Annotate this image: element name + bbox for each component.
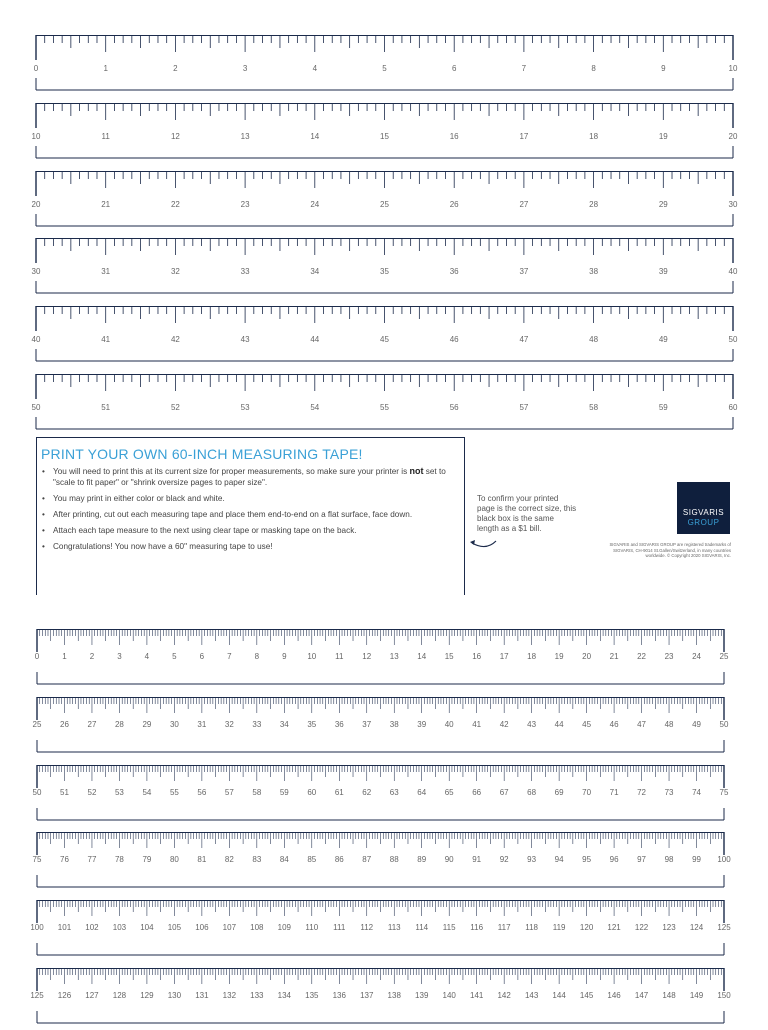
- sigvaris-logo: [677, 482, 730, 534]
- instruction-item: • Congratulations! You now have a 60" measuring tape to use!: [41, 541, 461, 552]
- tape-number-label: 136: [332, 991, 346, 1000]
- tape-number-label: 19: [554, 652, 564, 661]
- tape-number-label: 30: [169, 719, 179, 729]
- tape-number-label: 53: [114, 787, 124, 797]
- tape-number-label: 5: [382, 64, 387, 73]
- tape-number-label: 60: [728, 403, 738, 412]
- tape-number-label: 67: [499, 787, 509, 797]
- inch-tape: [0, 374, 768, 436]
- tape-number-label: 51: [60, 787, 69, 797]
- tape-number-label: 24: [692, 652, 701, 661]
- tape-number-label: 93: [527, 855, 537, 865]
- tape-number-label: 128: [112, 991, 127, 1000]
- tape-number-label: 18: [527, 652, 537, 661]
- tape-number-label: 79: [142, 855, 152, 865]
- tape-number-label: 63: [389, 787, 399, 797]
- tape-number-label: 30: [31, 267, 41, 277]
- tape-number-label: 12: [362, 652, 372, 661]
- curved-arrow-icon: [468, 535, 498, 551]
- instructions-box: [36, 437, 465, 595]
- tape-number-label: 103: [112, 923, 127, 933]
- tape-number-label: 41: [472, 719, 482, 729]
- tape-number-label: 0: [34, 652, 40, 661]
- tape-number-label: 97: [637, 855, 646, 865]
- tape-number-label: 46: [449, 335, 459, 345]
- inch-tape: [0, 103, 768, 165]
- tape-number-label: 50: [32, 787, 42, 797]
- tape-number-label: 115: [442, 923, 456, 933]
- tape-number-label: 138: [387, 991, 401, 1000]
- tape-number-label: 41: [101, 335, 111, 345]
- cm-tape: [0, 629, 768, 691]
- tape-number-label: 126: [57, 991, 72, 1000]
- tape-number-label: 75: [719, 787, 729, 797]
- tape-number-label: 127: [85, 991, 99, 1000]
- tape-number-label: 144: [552, 991, 566, 1000]
- tape-number-label: 149: [689, 991, 704, 1000]
- tape-number-label: 39: [417, 719, 427, 729]
- tape-number-label: 114: [415, 923, 429, 933]
- tape-number-label: 22: [637, 652, 646, 661]
- tape-number-label: 87: [362, 855, 372, 865]
- tape-number-label: 52: [170, 403, 180, 412]
- tape-number-label: 148: [662, 991, 676, 1000]
- tape-number-label: 125: [717, 923, 731, 933]
- tape-number-label: 117: [497, 923, 511, 933]
- tape-number-label: 98: [664, 855, 674, 865]
- tape-number-label: 83: [252, 855, 262, 865]
- tape-number-label: 35: [307, 719, 317, 729]
- tape-number-label: 131: [195, 991, 209, 1000]
- tape-number-label: 1: [103, 64, 108, 73]
- tape-number-label: 25: [32, 719, 42, 729]
- tape-number-label: 42: [170, 335, 180, 345]
- cm-tape: [0, 900, 768, 962]
- tape-number-label: 77: [87, 855, 97, 865]
- tape-number-label: 33: [240, 267, 250, 277]
- tape-number-label: 66: [472, 787, 482, 797]
- tape-number-label: 54: [310, 403, 320, 412]
- tape-number-label: 132: [222, 991, 237, 1000]
- tape-number-label: 9: [282, 652, 287, 661]
- instructions-list: [41, 466, 461, 557]
- logo-line-1: SIGVARIS: [682, 508, 725, 517]
- tape-number-label: 59: [658, 403, 668, 412]
- tape-number-label: 15: [380, 131, 389, 141]
- tape-number-label: 27: [87, 719, 97, 729]
- tape-number-label: 48: [589, 335, 599, 345]
- tape-number-label: 8: [254, 652, 260, 661]
- tape-number-label: 133: [250, 991, 264, 1000]
- tape-number-label: 45: [380, 335, 389, 345]
- tape-number-label: 9: [661, 64, 666, 73]
- tape-number-label: 37: [362, 719, 372, 729]
- inch-tape: [0, 171, 768, 233]
- tape-number-label: 1: [62, 652, 67, 661]
- tape-number-label: 56: [197, 787, 207, 797]
- instruction-item: • Attach each tape measure to the next using clear tape or masking tape on the back.: [41, 525, 461, 536]
- tape-number-label: 21: [609, 652, 619, 661]
- tape-number-label: 106: [195, 923, 209, 933]
- tape-number-label: 150: [717, 991, 731, 1000]
- inch-tape: [0, 35, 768, 97]
- tape-number-label: 29: [142, 719, 152, 729]
- tape-number-label: 105: [167, 923, 182, 933]
- tape-number-label: 31: [197, 719, 207, 729]
- instruction-item: • You may print in either color or black and white.: [41, 493, 461, 504]
- tape-number-label: 8: [591, 64, 596, 73]
- tape-number-label: 37: [519, 267, 529, 277]
- tape-number-label: 2: [173, 64, 178, 73]
- tape-number-label: 26: [60, 719, 69, 729]
- tape-number-label: 46: [609, 719, 619, 729]
- tape-number-label: 86: [334, 855, 344, 865]
- tape-number-label: 90: [444, 855, 454, 865]
- tape-number-label: 60: [307, 787, 317, 797]
- tape-number-label: 6: [199, 652, 205, 661]
- tape-number-label: 40: [728, 267, 738, 277]
- tape-number-label: 40: [31, 335, 41, 345]
- tape-number-label: 0: [33, 64, 39, 73]
- tape-number-label: 34: [310, 267, 320, 277]
- tape-number-label: 119: [552, 923, 566, 933]
- tape-number-label: 19: [658, 131, 668, 141]
- tape-number-label: 147: [634, 991, 649, 1000]
- tape-number-label: 47: [637, 719, 646, 729]
- instructions-title: PRINT YOUR OWN 60-INCH MEASURING TAPE!: [41, 446, 363, 462]
- tape-number-label: 101: [57, 923, 72, 933]
- tape-number-label: 73: [664, 787, 674, 797]
- tape-number-label: 14: [310, 131, 320, 141]
- tape-number-label: 25: [719, 652, 729, 661]
- cm-tape: [0, 968, 768, 1030]
- tape-number-label: 130: [167, 991, 182, 1000]
- tape-number-label: 78: [114, 855, 124, 865]
- legal-notice: SIGVARIS and SIGVARIS GROUP are registered trademarks of SIGVARIS, CH-9014 St.Gallen/Switzerland, in many countries worldwide. © Copyright 2020 SIGVARIS, Inc.: [609, 542, 731, 558]
- tape-number-label: 17: [499, 652, 509, 661]
- tape-number-label: 50: [728, 335, 738, 345]
- tape-number-label: 42: [499, 719, 509, 729]
- tape-number-label: 16: [472, 652, 482, 661]
- tape-number-label: 55: [169, 787, 179, 797]
- tape-number-label: 45: [582, 719, 592, 729]
- tape-number-label: 3: [117, 652, 122, 661]
- tape-number-label: 108: [250, 923, 264, 933]
- inch-tape: [0, 306, 768, 368]
- tape-number-label: 100: [30, 923, 44, 933]
- tape-number-label: 44: [310, 335, 320, 345]
- tape-number-label: 13: [240, 131, 250, 141]
- tape-number-label: 43: [527, 719, 537, 729]
- tape-number-label: 33: [252, 719, 262, 729]
- tape-number-label: 94: [554, 855, 564, 865]
- tape-number-label: 69: [554, 787, 564, 797]
- tape-number-label: 102: [85, 923, 99, 933]
- tape-number-label: 4: [312, 64, 318, 73]
- tape-number-label: 134: [277, 991, 291, 1000]
- tape-number-label: 80: [169, 855, 179, 865]
- tape-number-label: 142: [497, 991, 511, 1000]
- tape-number-label: 50: [31, 403, 41, 412]
- tape-number-label: 20: [31, 199, 41, 209]
- tape-number-label: 95: [582, 855, 592, 865]
- tape-number-label: 17: [519, 131, 529, 141]
- tape-number-label: 26: [449, 199, 459, 209]
- tape-number-label: 135: [305, 991, 319, 1000]
- instruction-item: • You will need to print this at its current size for proper measurements, so make sure your printer is not set to "scale to fit paper" or "shrink oversize pages to paper size".: [41, 466, 461, 488]
- tape-number-label: 118: [525, 923, 539, 933]
- tape-number-label: 76: [60, 855, 69, 865]
- tape-number-label: 137: [360, 991, 374, 1000]
- tape-number-label: 36: [334, 719, 344, 729]
- cm-tape: [0, 697, 768, 759]
- tape-number-label: 57: [519, 403, 529, 412]
- tape-number-label: 146: [607, 991, 621, 1000]
- instruction-item: • After printing, cut out each measuring tape and place them end-to-end on a flat surface, face down.: [41, 509, 461, 520]
- tape-number-label: 48: [664, 719, 674, 729]
- tape-number-label: 28: [589, 199, 599, 209]
- tape-number-label: 12: [170, 131, 180, 141]
- tape-number-label: 32: [224, 719, 234, 729]
- tape-number-label: 43: [240, 335, 250, 345]
- tape-number-label: 21: [101, 199, 111, 209]
- tape-number-label: 23: [240, 199, 250, 209]
- tape-number-label: 38: [589, 267, 599, 277]
- tape-number-label: 56: [449, 403, 459, 412]
- tape-number-label: 107: [222, 923, 237, 933]
- tape-number-label: 22: [170, 199, 180, 209]
- tape-number-label: 116: [470, 923, 484, 933]
- tape-number-label: 29: [658, 199, 668, 209]
- tape-number-label: 112: [360, 923, 374, 933]
- tape-number-label: 49: [658, 335, 668, 345]
- tape-number-label: 68: [527, 787, 537, 797]
- tape-number-label: 122: [634, 923, 649, 933]
- tape-number-label: 74: [692, 787, 701, 797]
- tape-number-label: 13: [389, 652, 399, 661]
- tape-ruler-graphic: [0, 629, 768, 691]
- tape-number-label: 16: [449, 131, 459, 141]
- tape-number-label: 70: [582, 787, 592, 797]
- tape-number-label: 2: [89, 652, 95, 661]
- tape-number-label: 145: [579, 991, 594, 1000]
- tape-number-label: 58: [252, 787, 262, 797]
- tape-number-label: 100: [717, 855, 731, 865]
- tape-number-label: 129: [140, 991, 154, 1000]
- tape-number-label: 54: [142, 787, 152, 797]
- tape-number-label: 31: [101, 267, 111, 277]
- tape-number-label: 5: [172, 652, 177, 661]
- tape-number-label: 71: [609, 787, 619, 797]
- tape-number-label: 10: [31, 131, 41, 141]
- tape-number-label: 3: [242, 64, 248, 73]
- tape-number-label: 82: [224, 855, 234, 865]
- tape-number-label: 89: [417, 855, 427, 865]
- tape-number-label: 47: [519, 335, 529, 345]
- tape-number-label: 14: [417, 652, 427, 661]
- tape-number-label: 143: [524, 991, 539, 1000]
- tape-number-label: 75: [32, 855, 42, 865]
- tape-number-label: 23: [664, 652, 674, 661]
- tape-number-label: 96: [609, 855, 619, 865]
- tape-number-label: 40: [444, 719, 454, 729]
- tape-number-label: 139: [415, 991, 429, 1000]
- tape-number-label: 58: [589, 403, 599, 412]
- tape-number-label: 32: [170, 267, 180, 277]
- tape-number-label: 18: [589, 131, 599, 141]
- size-confirm-note: To confirm your printed page is the correct size, this black box is the same length as a $1 bill.: [477, 494, 577, 533]
- tape-number-label: 64: [417, 787, 427, 797]
- tape-number-label: 110: [305, 923, 319, 933]
- tape-number-label: 36: [449, 267, 459, 277]
- tape-number-label: 123: [662, 923, 676, 933]
- tape-number-label: 141: [469, 991, 484, 1000]
- tape-number-label: 113: [387, 923, 401, 933]
- tape-number-label: 85: [307, 855, 317, 865]
- tape-number-label: 44: [554, 719, 564, 729]
- tape-number-label: 24: [310, 199, 320, 209]
- tape-number-label: 84: [279, 855, 289, 865]
- tape-number-label: 99: [692, 855, 701, 865]
- tape-number-label: 91: [472, 855, 482, 865]
- tape-number-label: 25: [380, 199, 389, 209]
- tape-number-label: 65: [444, 787, 454, 797]
- tape-number-label: 62: [362, 787, 372, 797]
- tape-number-label: 55: [380, 403, 389, 412]
- tape-number-label: 52: [87, 787, 97, 797]
- tape-number-label: 20: [728, 131, 738, 141]
- tape-number-label: 124: [689, 923, 704, 933]
- tape-number-label: 7: [227, 652, 232, 661]
- tape-number-label: 28: [114, 719, 124, 729]
- tape-number-label: 59: [279, 787, 289, 797]
- tape-number-label: 38: [389, 719, 399, 729]
- tape-number-label: 72: [637, 787, 646, 797]
- tape-number-label: 57: [224, 787, 234, 797]
- tape-number-label: 92: [499, 855, 509, 865]
- tape-number-label: 81: [197, 855, 207, 865]
- tape-number-label: 88: [389, 855, 399, 865]
- tape-number-label: 10: [728, 64, 738, 73]
- tape-number-label: 53: [240, 403, 250, 412]
- tape-number-label: 109: [277, 923, 291, 933]
- tape-number-label: 39: [658, 267, 668, 277]
- tape-number-label: 111: [333, 923, 346, 933]
- tape-number-label: 35: [380, 267, 389, 277]
- tape-number-label: 49: [692, 719, 701, 729]
- inch-tape: [0, 238, 768, 300]
- tape-number-label: 11: [335, 652, 344, 661]
- tape-number-label: 30: [728, 199, 738, 209]
- logo-line-2: GROUP: [687, 518, 720, 527]
- tape-number-label: 15: [444, 652, 454, 661]
- tape-number-label: 20: [582, 652, 592, 661]
- tape-number-label: 34: [279, 719, 289, 729]
- tape-number-label: 140: [442, 991, 456, 1000]
- tape-number-label: 61: [334, 787, 344, 797]
- tape-number-label: 120: [579, 923, 594, 933]
- cm-tape: [0, 765, 768, 827]
- tape-number-label: 11: [101, 131, 110, 141]
- tape-number-label: 10: [307, 652, 317, 661]
- tape-number-label: 4: [144, 652, 150, 661]
- tape-number-label: 104: [140, 923, 154, 933]
- tape-number-label: 27: [519, 199, 529, 209]
- tape-number-label: 51: [101, 403, 111, 412]
- tape-number-label: 121: [607, 923, 621, 933]
- tape-number-label: 6: [451, 64, 457, 73]
- tape-number-label: 125: [30, 991, 44, 1000]
- tape-number-label: 50: [719, 719, 729, 729]
- cm-tape: [0, 832, 768, 894]
- tape-number-label: 7: [521, 64, 527, 73]
